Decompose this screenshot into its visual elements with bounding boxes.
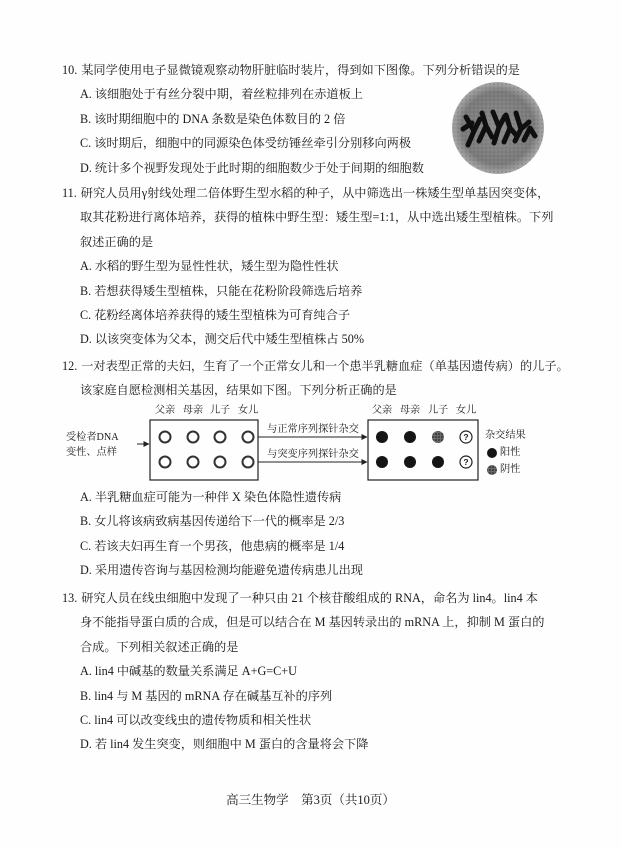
legend-positive-label: 阳性 (500, 447, 521, 458)
option-text: 该时期细胞中的 DNA 条数是染色体数目的 2 倍 (94, 111, 346, 126)
option-text: 水稻的野生型为显性性状，矮生型为隐性性状 (94, 259, 339, 274)
option-label: C. (80, 136, 92, 151)
question-number: 11. (62, 186, 77, 200)
question-11-option-a (62, 254, 602, 278)
question-stem-text: 某同学使用电子显微镜观察动物肝脏临时装片，得到如下图像。下列分析错误的是 (81, 63, 520, 77)
sample-spot (188, 432, 199, 443)
result-dot-negative-normal_probe-son (432, 431, 444, 443)
mutant-probe-label: 与突变序列探针杂交 (267, 449, 359, 460)
result-header-father: 父亲 (371, 405, 393, 416)
result-unknown-mark-mutant_probe-daughter: ? (463, 457, 469, 467)
question-stem-text: 研究人员在线虫细胞中发现了一种只由 21 个核苷酸组成的 RNA，命名为 lin4。lin4 本 (81, 591, 538, 605)
option-label: D. (80, 737, 92, 752)
header-daughter: 女儿 (237, 405, 259, 416)
option-text: lin4 可以改变线虫的遗传物质和相关性状 (94, 712, 312, 727)
sample-spot (215, 432, 226, 443)
question-13-option-a (62, 659, 602, 683)
legend-positive-dot (487, 448, 497, 458)
question-11-option-c (62, 303, 602, 327)
legend-negative-label: 阴性 (500, 464, 521, 475)
result-header-mother: 母亲 (399, 405, 421, 416)
option-text: 统计多个视野发现处于此时期的细胞数少于处于间期的细胞数 (94, 160, 424, 175)
sample-spots (160, 432, 254, 468)
option-label: B. (80, 514, 92, 529)
question-12-stem-line-2: 该家庭自愿检测相关基因，结果如下图。下列分析正确的是 (80, 383, 397, 398)
option-text: 该细胞处于有丝分裂中期，着丝粒排列在赤道板上 (94, 87, 363, 102)
question-12-stem-line-1 (62, 354, 602, 378)
header-mother: 母亲 (182, 405, 204, 416)
question-13-option-b (62, 684, 602, 708)
question-13 (62, 586, 602, 757)
cell-micrograph-image (449, 79, 547, 177)
question-12-option-b (62, 509, 602, 533)
option-label: A. (80, 489, 92, 504)
legend-negative-dot (487, 465, 497, 475)
option-text: 花粉经离体培养获得的矮生型植株为可育纯合子 (94, 307, 351, 322)
question-number: 12. (62, 359, 78, 373)
option-label: C. (80, 307, 92, 322)
result-dot-positive-normal_probe-mother (404, 431, 416, 443)
option-text: 若 lin4 发生突变，则细胞中 M 蛋白的含量将会下降 (94, 737, 369, 752)
question-number: 10. (62, 63, 78, 77)
option-label: D. (80, 562, 92, 577)
question-12-option-a (62, 485, 602, 509)
sample-label-line-1: 受检者DNA (66, 432, 119, 443)
question-11-option-d (62, 327, 602, 351)
sample-spot (160, 432, 171, 443)
option-label: C. (80, 712, 92, 727)
option-label: A. (80, 664, 92, 679)
sample-spot (243, 432, 254, 443)
question-13-option-d (62, 732, 602, 756)
option-text: 若该夫妇再生育一个男孩，他患病的概率是 1/4 (94, 538, 345, 553)
option-label: B. (80, 283, 92, 298)
result-header-daughter: 女儿 (455, 405, 477, 416)
question-13-stem-line-1 (62, 586, 602, 610)
result-dot-positive-normal_probe-father (376, 431, 388, 443)
question-13-option-c (62, 708, 602, 732)
option-text: 该时期后，细胞中的同源染色体受纺锤丝牵引分别移向两极 (94, 136, 412, 151)
option-label: B. (80, 688, 92, 703)
sample-spot (188, 457, 199, 468)
option-label: A. (80, 259, 92, 274)
question-11-stem-line-2: 取其花粉进行离体培养，获得的植株中野生型：矮生型=1:1，从中选出矮生型植株。下列 (80, 210, 554, 225)
option-label: C. (80, 538, 92, 553)
header-son: 儿子 (209, 405, 231, 416)
hybridization-results (376, 431, 472, 468)
question-11 (62, 181, 602, 352)
question-11-stem-line-3: 叙述正确的是 (80, 234, 154, 249)
result-unknown-mark-normal_probe-daughter: ? (463, 432, 469, 442)
sample-spot (160, 457, 171, 468)
option-text: 半乳糖血症可能为一种伴 X 染色体隐性遗传病 (94, 489, 342, 504)
option-text: 采用遗传咨询与基因检测均能避免遗传病患儿出现 (94, 562, 363, 577)
membrane-box-after (368, 420, 478, 480)
question-11-option-b (62, 279, 602, 303)
result-header-son: 儿子 (427, 405, 449, 416)
option-label: D. (80, 160, 92, 175)
hybridization-diagram (0, 400, 621, 486)
question-12-option-c (62, 534, 602, 558)
page-footer: 高三生物学 第3页（共10页） (226, 793, 395, 807)
question-13-stem-line-3: 合成。下列相关叙述正确的是 (80, 639, 239, 654)
option-text: 女儿将该病致病基因传递给下一代的概率是 2/3 (94, 514, 345, 529)
question-stem-text: 一对表型正常的夫妇，生育了一个正常女儿和一个患半乳糖血症（单基因遗传病）的儿子。 (81, 359, 569, 373)
option-text: 以该突变体为父本，测交后代中矮生型植株占 50% (94, 332, 364, 347)
question-number: 13. (62, 591, 78, 605)
header-father: 父亲 (154, 405, 176, 416)
question-11-stem-line-1 (62, 181, 602, 205)
sample-label-line-2: 变性、点样 (66, 447, 117, 458)
option-label: A. (80, 87, 92, 102)
option-text: 若想获得矮生型植株，只能在花粉阶段筛选后培养 (94, 283, 363, 298)
question-stem-text: 研究人员用γ射线处理二倍体野生型水稻的种子，从中筛选出一株矮生型单基因突变体， (80, 186, 550, 200)
option-text: lin4 与 M 基因的 mRNA 存在碱基互补的序列 (94, 688, 333, 703)
option-label: B. (80, 111, 92, 126)
sample-spot (215, 457, 226, 468)
result-dot-positive-mutant_probe-mother (404, 456, 416, 468)
question-13-stem-line-2: 身不能指导蛋白质的合成，但是可以结合在 M 基因转录出的 mRNA 上，抑制 M 蛋白的 (80, 615, 545, 630)
option-text: lin4 中碱基的数量关系满足 A+G=C+U (94, 664, 297, 679)
question-12-option-d (62, 558, 602, 582)
membrane-box-before (150, 420, 258, 480)
legend-title: 杂交结果 (485, 430, 526, 441)
result-dot-positive-mutant_probe-son (432, 456, 444, 468)
option-label: D. (80, 332, 92, 347)
sample-spot (243, 457, 254, 468)
normal-probe-label: 与正常序列探针杂交 (267, 424, 359, 435)
result-dot-positive-mutant_probe-father (376, 456, 388, 468)
